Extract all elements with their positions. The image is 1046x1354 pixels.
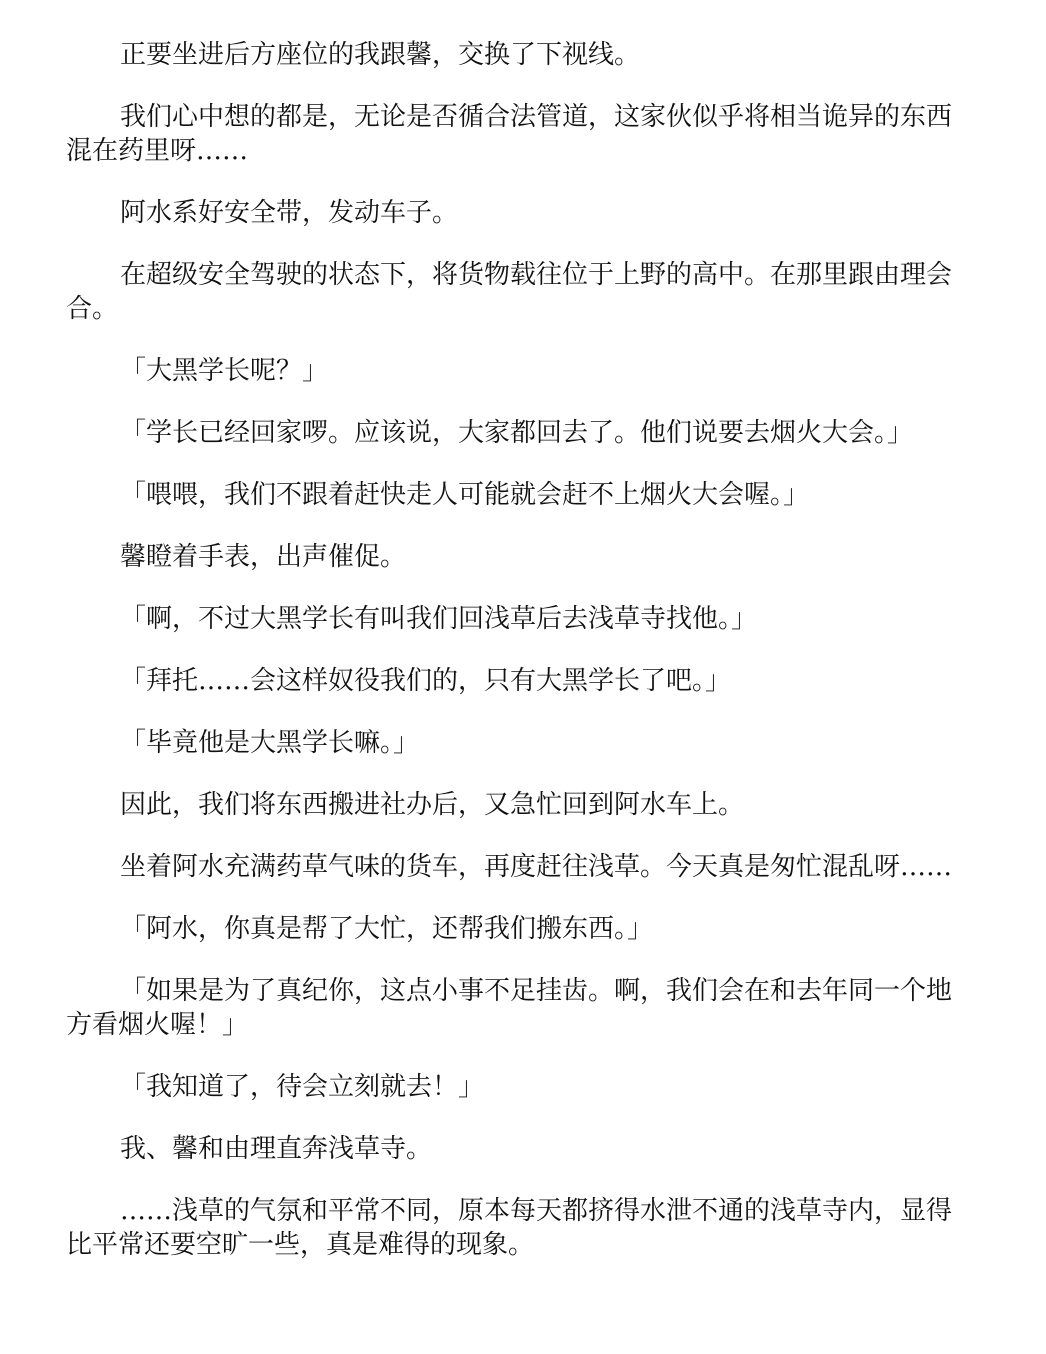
paragraph: 我们心中想的都是，无论是否循合法管道，这家伙似乎将相当诡异的东西混在药里呀…… (66, 102, 953, 166)
paragraph: 「拜托……会这样奴役我们的，只有大黑学长了吧。」 (120, 666, 732, 696)
paragraph: 「啊，不过大黑学长有叫我们回浅草后去浅草寺找他。」 (120, 604, 758, 634)
paragraph: 坐着阿水充满药草气味的货车，再度赶往浅草。今天真是匆忙混乱呀…… (120, 852, 953, 882)
paragraph: 正要坐进后方座位的我跟馨，交换了下视线。 (120, 40, 641, 70)
paragraph: 阿水系好安全带，发动车子。 (120, 198, 459, 228)
paragraph: 「学长已经回家啰。应该说，大家都回去了。他们说要去烟火大会。」 (120, 418, 914, 448)
document-page (66, 38, 976, 1290)
paragraph: ……浅草的气氛和平常不同，原本每天都挤得水泄不通的浅草寺内，显得比平常还要空旷一些，真是难得的现象。 (66, 1196, 953, 1260)
paragraph: 因此，我们将东西搬进社办后，又急忙回到阿水车上。 (120, 790, 745, 820)
paragraph: 我、馨和由理直奔浅草寺。 (120, 1134, 433, 1164)
paragraph: 「大黑学长呢？」 (120, 356, 329, 386)
paragraph: 「喂喂，我们不跟着赶快走人可能就会赶不上烟火大会喔。」 (120, 480, 810, 510)
paragraph: 「如果是为了真纪你，这点小事不足挂齿。啊，我们会在和去年同一个地方看烟火喔！」 (66, 976, 953, 1040)
paragraph: 「我知道了，待会立刻就去！」 (120, 1072, 485, 1102)
paragraph: 「毕竟他是大黑学长嘛。」 (120, 728, 420, 758)
paragraph: 馨瞪着手表，出声催促。 (120, 542, 407, 572)
paragraph: 「阿水，你真是帮了大忙，还帮我们搬东西。」 (120, 914, 654, 944)
paragraph: 在超级安全驾驶的状态下，将货物载往位于上野的高中。在那里跟由理会合。 (66, 260, 953, 324)
